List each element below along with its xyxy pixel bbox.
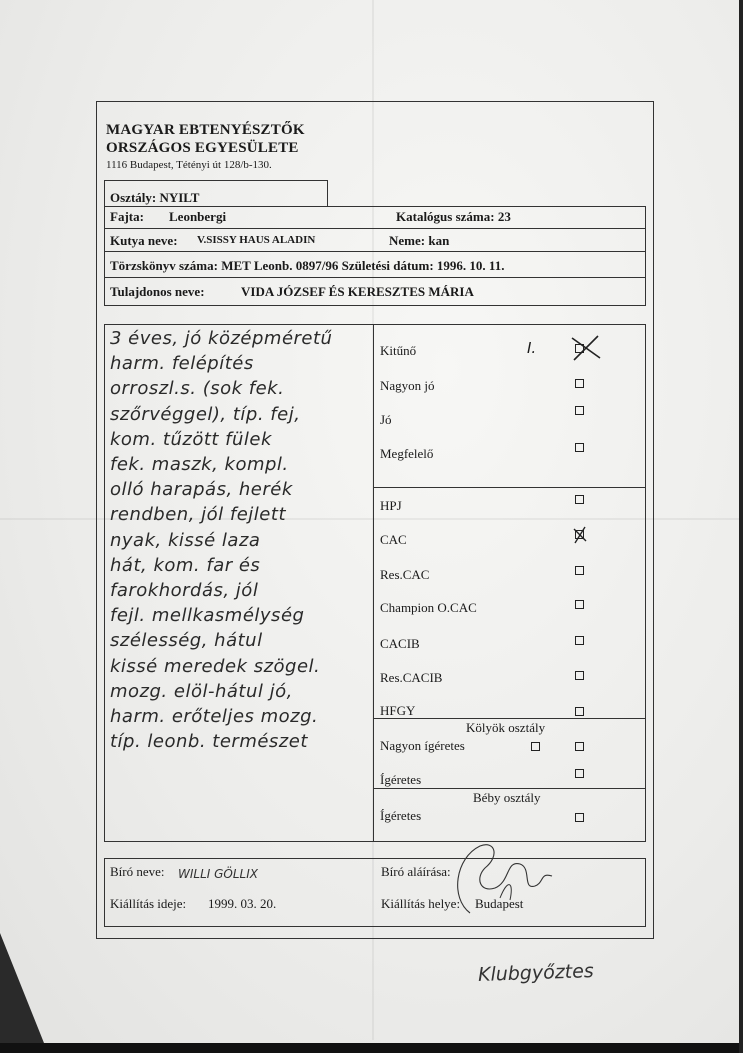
judge-signature: [440, 838, 560, 918]
title-hpj-label: HPJ: [380, 498, 402, 513]
kolyok-heading: Kölyök osztály: [466, 720, 546, 735]
title-rescac-label: Res.CAC: [380, 567, 430, 582]
kolyok-igeretes-checkbox[interactable]: [575, 769, 584, 778]
footer-box: [104, 858, 646, 927]
title-cac-label: CAC: [380, 532, 407, 547]
title-rescac-checkbox[interactable]: [575, 566, 584, 575]
title-cac-cross-mark: [572, 526, 588, 544]
beby-heading: Béby osztály: [473, 790, 541, 805]
kutya-label: Kutya neve:: [110, 233, 178, 248]
rating-kituno-cross-mark: [568, 334, 604, 362]
scan-right-edge: [739, 0, 743, 1053]
title-rescacib-checkbox[interactable]: [575, 671, 584, 680]
scan-corner-shadow: [0, 933, 48, 1053]
rating-megfelelo-checkbox[interactable]: [575, 443, 584, 452]
title-cacib-label: CACIB: [380, 636, 420, 651]
tulajdonos-row: [104, 277, 646, 306]
kiallitas-helye-label: Kiállítás helye:: [381, 896, 461, 911]
org-address: 1116 Budapest, Tétényi út 128/b-130.: [106, 159, 272, 171]
kolyok-nagyon-igeretes-label: Nagyon ígéretes: [380, 738, 465, 753]
osztaly-text: Osztály: NYILT: [110, 190, 200, 205]
title-hpj-checkbox[interactable]: [575, 495, 584, 504]
katalogus-number: Katalógus száma: 23: [396, 209, 511, 224]
ratings-divider: [373, 487, 646, 488]
kiallitas-ideje-label: Kiállítás ideje:: [110, 896, 187, 911]
fajta-label: Fajta:: [110, 209, 144, 224]
org-name-line2: ORSZÁGOS EGYESÜLETE: [106, 140, 299, 156]
title-hfgy-checkbox[interactable]: [575, 707, 584, 716]
kutya-value: V.SISSY HAUS ALADIN: [197, 234, 316, 246]
kolyok-divider: [373, 718, 646, 719]
org-name-line1: MAGYAR EBTENYÉSZTŐK: [106, 122, 305, 138]
kolyok-extra-checkbox[interactable]: [575, 742, 584, 751]
scan-bottom-edge: [0, 1043, 743, 1053]
beby-igeretes-label: Ígéretes: [380, 808, 422, 823]
title-rescacib-label: Res.CACIB: [380, 670, 443, 685]
fajta-value: Leonbergi: [169, 209, 227, 224]
kutya-row: [104, 228, 646, 252]
biro-label: Bíró neve:: [110, 864, 165, 879]
kiallitas-ideje-value: 1999. 03. 20.: [208, 896, 277, 911]
title-cacib-checkbox[interactable]: [575, 636, 584, 645]
klubgyoztes-note: Klubgyőztes: [477, 959, 595, 987]
kolyok-igeretes-label: Ígéretes: [380, 772, 422, 787]
tulajdonos-value: VIDA JÓZSEF ÉS KERESZTES MÁRIA: [241, 284, 474, 299]
rating-nagyonjo-checkbox[interactable]: [575, 379, 584, 388]
org-header: [106, 121, 305, 173]
kolyok-nagyon-igeretes-checkbox[interactable]: [531, 742, 540, 751]
rating-kituno-label: Kitűnő: [380, 343, 417, 358]
rating-nagyonjo-label: Nagyon jó: [380, 378, 435, 393]
assessment-handwriting: 3 éves, jó középméretű harm. felépítés orroszl.s. (sok fek. szőrvéggel), típ. fej, kom. tűzött fülek fek. maszk, kompl. olló harapás, herék rendben, jól fejlett nyak, kissé laza hát, kom. far és farokhordás, jól fejl. mellkasmélység szélesség, hátul kissé meredek szögel. mozg. elöl-hátul jó, harm. erőteljes mozg. típ. leonb. természet: [110, 328, 333, 753]
assessment-divider: [373, 324, 374, 842]
rating-jo-checkbox[interactable]: [575, 406, 584, 415]
torzskonyv-row: [104, 251, 646, 278]
rating-megfelelo-label: Megfelelő: [380, 446, 434, 461]
osztaly-box: [104, 180, 328, 207]
tulajdonos-label: Tulajdonos neve:: [110, 284, 205, 299]
title-hfgy-label: HFGY: [380, 703, 416, 718]
fajta-row: [104, 206, 646, 229]
rating-jo-label: Jó: [380, 412, 392, 427]
biro-value: WILLI GÖLLIX: [178, 867, 259, 881]
beby-igeretes-checkbox[interactable]: [575, 813, 584, 822]
beby-divider: [373, 788, 646, 789]
kiallitas-helye-value: Budapest: [475, 896, 524, 911]
neme: Neme: kan: [389, 233, 450, 248]
rating-kituno-handwritten-mark: I.: [527, 339, 537, 357]
title-champion-checkbox[interactable]: [575, 600, 584, 609]
title-champion-label: Champion O.CAC: [380, 600, 477, 615]
alairas-label: Bíró aláírása:: [381, 864, 451, 879]
torzskonyv-text: Törzskönyv száma: MET Leonb. 0897/96 Születési dátum: 1996. 10. 11.: [110, 258, 505, 273]
